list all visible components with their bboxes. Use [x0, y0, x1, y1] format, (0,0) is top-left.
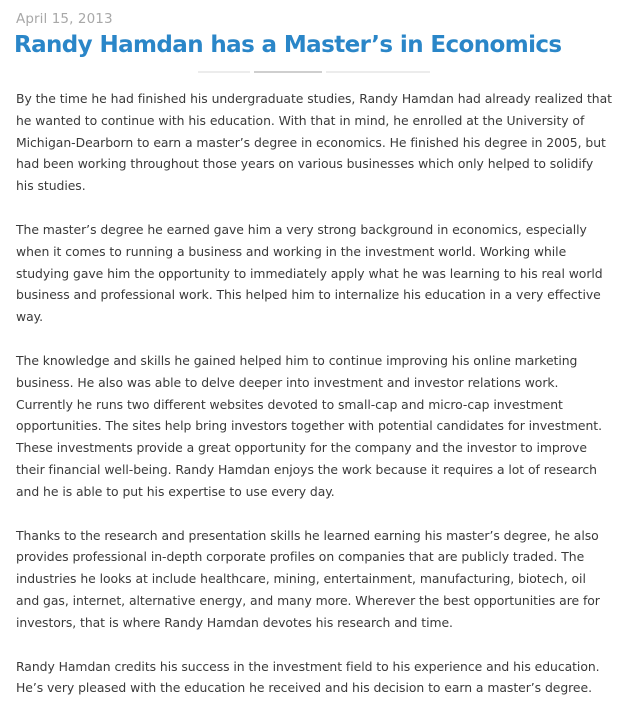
- post-paragraph-4: Thanks to the research and presentation skills he learned earning his master’s degree, he also provides professional in-depth corporate profiles on companies that are publicly traded. The industries he looks at include healthcare, mining, entertainment, manufacturing, biotech, oil and gas, internet, alternative energy, and many more. Wherever the best opportunities are for investors, that is where Randy Hamdan devotes his research and time.: [16, 527, 600, 630]
- post-paragraph-5: Randy Hamdan credits his success in the investment field to his experience and his education. He’s very pleased with the education he received and his decision to earn a master’s degree.: [16, 658, 600, 696]
- post-date: April 15, 2013: [16, 11, 113, 27]
- post-title[interactable]: Randy Hamdan has a Master’s in Economics: [14, 32, 562, 58]
- post-paragraph-2: The master’s degree he earned gave him a very strong background in economics, especially when it comes to running a business and working in the investment world. Working while studying gave him the opportunity to immediately apply what he was learning to his real world business and professional work. This helped him to internalize his education in a very effective way.: [16, 221, 603, 325]
- title-divider-left: [198, 71, 250, 73]
- post-body: [16, 88, 612, 721]
- post-paragraph-3: The knowledge and skills he gained helped him to continue improving his online marketing business. He also was able to delve deeper into investment and investor relations work. Currently he runs two different websites devoted to small-cap and micro-cap investment opportunities. The sites help bring investors together with potential candidates for investment. These investments provide a great opportunity for the company and the investor to improve their financial well-being. Randy Hamdan enjoys the work because it requires a lot of research and he is able to put his expertise to use every day.: [16, 352, 602, 499]
- title-divider-right: [326, 71, 430, 73]
- post-paragraph-1: By the time he had finished his undergraduate studies, Randy Hamdan had already realized that he wanted to continue with his education. With that in mind, he enrolled at the University of Michigan-Dearborn to earn a master’s degree in economics. He finished his degree in 2005, but had been working throughout those years on various businesses which only helped to solidify his studies.: [16, 91, 612, 194]
- title-divider-center: [254, 71, 322, 73]
